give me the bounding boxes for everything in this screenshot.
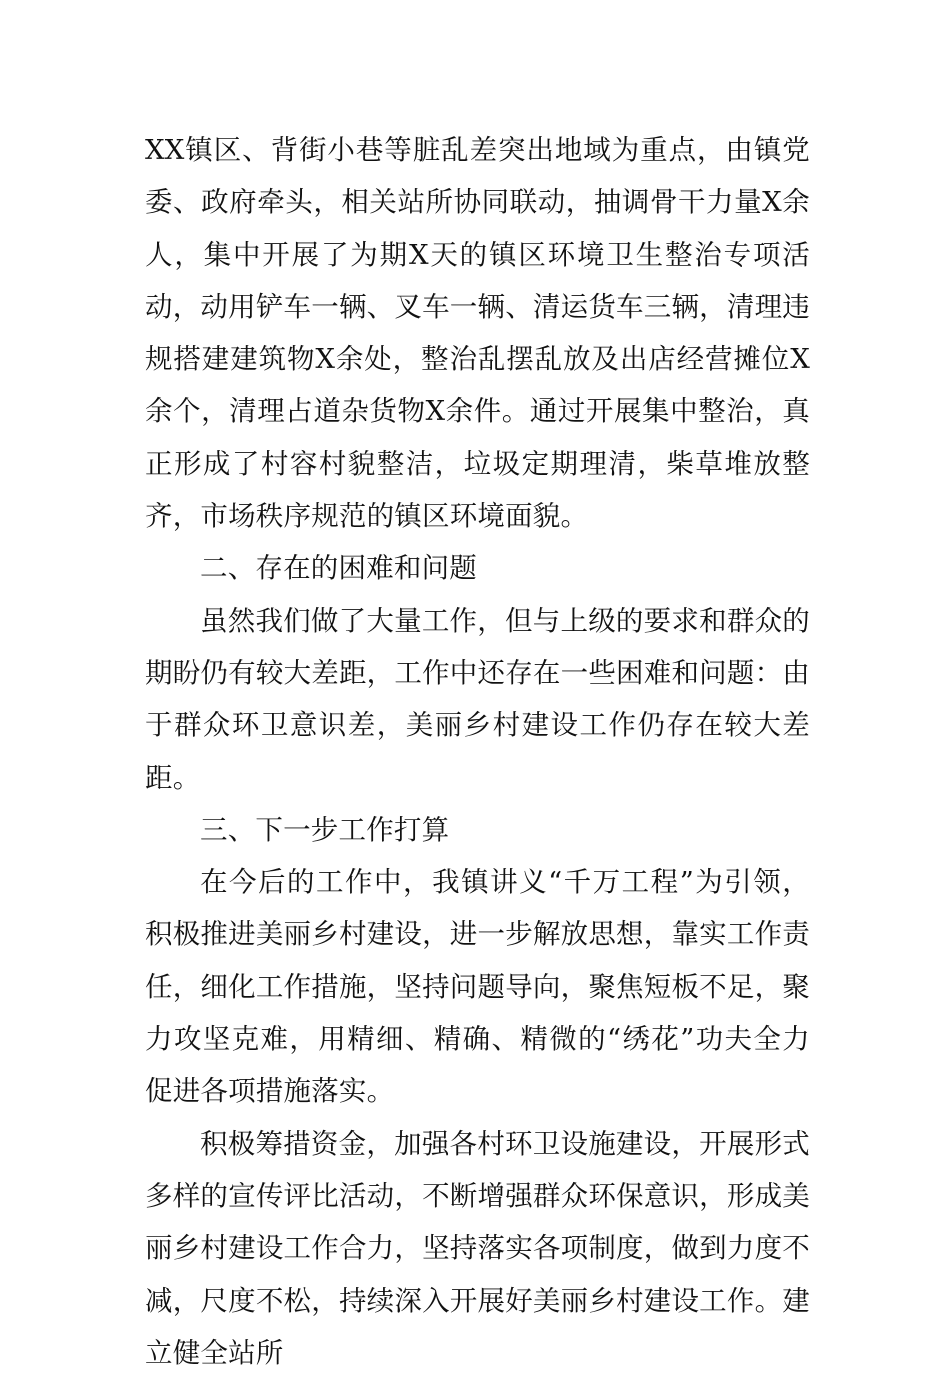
paragraph-plan-2: 积极筹措资金，加强各村环卫设施建设，开展形式多样的宣传评比活动，不断增强群众环保意识，形成美丽乡村建设工作合力，坚持落实各项制度，做到力度不减，尺度不松，持续深入开展好美丽乡村建设工作。建立健全站所	[145, 1127, 810, 1369]
section-heading-next-steps: 三、下一步工作打算	[200, 813, 450, 846]
paragraph-problems: 虽然我们做了大量工作，但与上级的要求和群众的期盼仍有较大差距，工作中还存在一些困难和问题：由于群众环卫意识差，美丽乡村建设工作仍存在较大差距。	[145, 604, 810, 794]
document-body	[145, 124, 810, 1379]
section-heading-difficulties: 二、存在的困难和问题	[200, 552, 477, 585]
paragraph-plan-1: 在今后的工作中，我镇讲义“千万工程”为引领，积极推进美丽乡村建设，进一步解放思想，靠实工作责任，细化工作措施，坚持问题导向，聚焦短板不足，聚力攻坚克难，用精细、精确、精微的“绣花”功夫全力促进各项措施落实。	[145, 866, 810, 1108]
paragraph-continuation: XX镇区、背街小巷等脏乱差突出地域为重点，由镇党委、政府牵头，相关站所协同联动，抽调骨干力量X余人，集中开展了为期X天的镇区环境卫生整治专项活动，动用铲车一辆、叉车一辆、清运货车三辆，清理违规搭建建筑物X余处，整治乱摆乱放及出店经营摊位X余个，清理占道杂货物X余件。通过开展集中整治，真正形成了村容村貌整洁，垃圾定期理清，柴草堆放整齐，市场秩序规范的镇区环境面貌。	[145, 134, 810, 533]
